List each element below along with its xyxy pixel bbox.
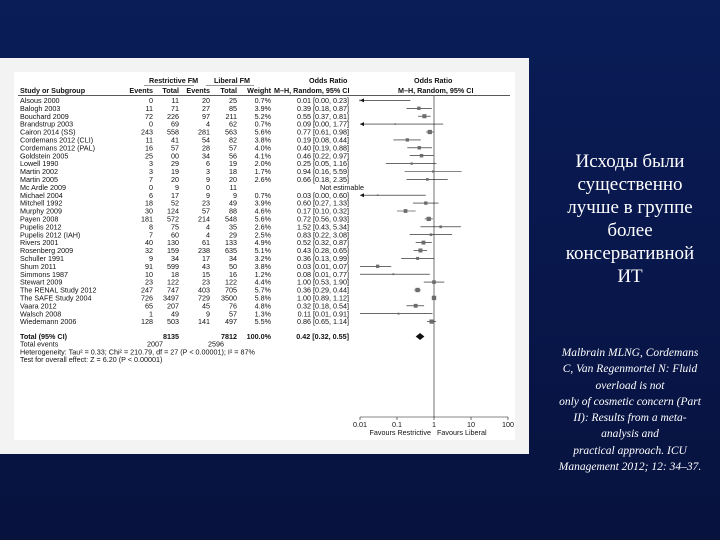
study-name: Martin 2002 bbox=[20, 167, 58, 177]
study-total2: 82 bbox=[229, 135, 237, 145]
study-ci: 0.86 [0.65, 1.14] bbox=[297, 317, 349, 327]
study-name: Shum 2011 bbox=[20, 261, 57, 271]
study-ci: 0.11 [0.01, 0.91] bbox=[297, 309, 349, 319]
title-line: лучше в группе bbox=[567, 197, 693, 218]
study-total1: 49 bbox=[171, 309, 179, 319]
header-or-right-sub: M–H, Random, 95% CI bbox=[398, 86, 474, 95]
study-events2: 403 bbox=[198, 285, 210, 295]
study-events2: 9 bbox=[206, 190, 210, 200]
study-weight: 2.0% bbox=[254, 159, 271, 169]
citation-line: C, Van Regenmortel N: Fluid bbox=[562, 363, 698, 376]
x-tick-label: 0.1 bbox=[392, 420, 402, 429]
study-total1: 130 bbox=[167, 238, 179, 248]
study-name: Pupelis 2012 (IAH) bbox=[20, 230, 81, 240]
citation-line: Management 2012; 12: 34–37. bbox=[558, 461, 702, 474]
header-group1: Restrictive FM bbox=[149, 76, 199, 85]
study-name: The RENAL Study 2012 bbox=[20, 285, 97, 295]
study-ci: 0.09 [0.00, 1.77] bbox=[297, 119, 349, 129]
study-weight: 0.7% bbox=[254, 96, 271, 105]
study-events1: 25 bbox=[145, 151, 153, 161]
study-weight: 3.8% bbox=[254, 135, 271, 145]
study-weight: 4.4% bbox=[254, 277, 271, 287]
total-events2: 2596 bbox=[208, 339, 224, 349]
study-marker bbox=[432, 296, 436, 300]
study-ci: 0.60 [0.27, 1.33] bbox=[297, 198, 349, 208]
study-total2: 563 bbox=[225, 127, 237, 137]
heterogeneity: Heterogeneity: Tau² = 0.33; Chi² = 210.79, df = 27 (P < 0.00001); I² = 87% bbox=[20, 347, 255, 357]
study-ci: 0.52 [0.32, 0.87] bbox=[297, 238, 349, 248]
study-events2: 97 bbox=[202, 111, 210, 121]
study-events2: 9 bbox=[206, 175, 210, 184]
study-ci: 0.36 [0.13, 0.99] bbox=[297, 254, 349, 263]
study-events1: 128 bbox=[141, 317, 153, 327]
study-ci: 0.94 [0.16, 5.59] bbox=[297, 167, 349, 177]
study-marker bbox=[429, 319, 433, 323]
study-name: The SAFE Study 2004 bbox=[20, 293, 92, 303]
study-name: Payen 2008 bbox=[20, 214, 59, 224]
study-events2: 23 bbox=[202, 277, 210, 287]
study-total2: 49 bbox=[229, 198, 237, 208]
study-events1: 0 bbox=[149, 182, 153, 192]
study-events1: 0 bbox=[149, 96, 153, 105]
study-total2: 88 bbox=[229, 206, 237, 216]
study-total2: 29 bbox=[229, 230, 237, 240]
study-weight: 4.0% bbox=[254, 143, 271, 153]
study-ci: 0.46 [0.22, 0.97] bbox=[297, 151, 349, 161]
study-events1: 11 bbox=[145, 103, 153, 113]
study-total1: 572 bbox=[167, 214, 179, 224]
study-events2: 4 bbox=[206, 119, 210, 129]
study-total1: 69 bbox=[171, 119, 179, 129]
study-events1: 32 bbox=[145, 246, 153, 256]
total-events1: 2007 bbox=[147, 339, 163, 349]
study-name: Martin 2005 bbox=[20, 175, 58, 184]
study-weight: 1.3% bbox=[254, 309, 271, 319]
study-weight: 2.5% bbox=[254, 230, 271, 240]
header-or-left-sub: M–H, Random, 95% CI bbox=[274, 86, 350, 95]
study-name: Stewart 2009 bbox=[20, 277, 63, 287]
title-line: ИТ bbox=[617, 266, 643, 287]
study-events1: 7 bbox=[149, 230, 153, 240]
study-weight: 4.9% bbox=[254, 238, 271, 248]
study-name: Lowell 1990 bbox=[20, 159, 59, 169]
study-events2: 15 bbox=[202, 269, 210, 279]
study-name: Balogh 2003 bbox=[20, 103, 61, 113]
study-ci: 0.17 [0.10, 0.32] bbox=[297, 206, 349, 216]
study-marker bbox=[395, 123, 397, 125]
study-events2: 4 bbox=[206, 222, 210, 232]
study-ci: 0.77 [0.61, 0.98] bbox=[297, 127, 349, 137]
study-events2: 214 bbox=[198, 214, 210, 224]
forest-plot-panel bbox=[0, 58, 529, 454]
study-events1: 65 bbox=[145, 301, 153, 311]
study-events1: 3 bbox=[149, 167, 153, 177]
total-total1: 8135 bbox=[163, 332, 179, 342]
study-name: Goldstein 2005 bbox=[20, 151, 69, 161]
study-events1: 16 bbox=[145, 143, 153, 153]
study-weight: 3.9% bbox=[254, 198, 271, 208]
study-name: Schuller 1991 bbox=[20, 254, 64, 263]
study-ci: 0.19 [0.08, 0.44] bbox=[297, 135, 349, 145]
study-weight: 3.8% bbox=[254, 261, 271, 271]
study-ci: 0.01 [0.00, 0.23] bbox=[297, 96, 349, 105]
study-events1: 1 bbox=[149, 309, 153, 319]
study-weight: 3.9% bbox=[254, 103, 271, 113]
study-total2: 548 bbox=[225, 214, 237, 224]
study-events2: 281 bbox=[198, 127, 210, 137]
header-total2: Total bbox=[220, 86, 237, 95]
favours-left: Favours Restrictive bbox=[369, 428, 431, 437]
citation bbox=[540, 345, 720, 475]
study-total2: 57 bbox=[229, 309, 237, 319]
study-total2: 57 bbox=[229, 143, 237, 153]
study-total2: 20 bbox=[229, 175, 237, 184]
study-total1: 159 bbox=[167, 246, 179, 256]
study-total2: 18 bbox=[229, 167, 237, 177]
study-weight: 0.7% bbox=[254, 190, 271, 200]
header-or-left: Odds Ratio bbox=[309, 76, 348, 85]
x-tick-label: 0.01 bbox=[353, 420, 367, 429]
title-line: более bbox=[607, 220, 653, 241]
study-total2: 133 bbox=[225, 238, 237, 248]
header-weight: Weight bbox=[247, 86, 271, 95]
study-total1: 558 bbox=[167, 127, 179, 137]
study-events2: 9 bbox=[206, 309, 210, 319]
study-events1: 91 bbox=[145, 261, 153, 271]
study-events2: 20 bbox=[202, 96, 210, 105]
study-total2: 56 bbox=[229, 151, 237, 161]
study-name: Mc Ardle 2009 bbox=[20, 182, 66, 192]
study-weight: 5.6% bbox=[254, 214, 271, 224]
study-events1: 72 bbox=[145, 111, 153, 121]
study-marker bbox=[427, 217, 431, 221]
study-total1: 29 bbox=[171, 159, 179, 169]
study-ci: 0.03 [0.00, 0.60] bbox=[297, 190, 349, 200]
forest-plot-svg bbox=[14, 72, 515, 440]
study-ci: 0.32 [0.18, 0.54] bbox=[297, 301, 349, 311]
study-events1: 726 bbox=[141, 293, 153, 303]
header-events2: Events bbox=[186, 86, 210, 95]
study-events2: 23 bbox=[202, 198, 210, 208]
study-events2: 6 bbox=[206, 159, 210, 169]
study-weight: 2.6% bbox=[254, 222, 271, 232]
study-total1: 124 bbox=[167, 206, 179, 216]
study-total1: 9 bbox=[175, 182, 179, 192]
study-weight: 4.8% bbox=[254, 301, 271, 311]
study-total1: 34 bbox=[171, 254, 179, 263]
study-total1: 20 bbox=[171, 175, 179, 184]
study-name: Rosenberg 2009 bbox=[20, 246, 74, 256]
study-events1: 40 bbox=[145, 238, 153, 248]
study-events2: 57 bbox=[202, 206, 210, 216]
study-total2: 19 bbox=[229, 159, 237, 169]
study-events1: 30 bbox=[145, 206, 153, 216]
total-total2: 7812 bbox=[221, 332, 237, 342]
study-marker bbox=[414, 304, 418, 308]
study-events2: 17 bbox=[202, 254, 210, 263]
study-events2: 4 bbox=[206, 230, 210, 240]
header-total1: Total bbox=[162, 86, 179, 95]
title-line: консервативной bbox=[565, 243, 695, 264]
title-line: Исходы были bbox=[575, 151, 685, 172]
x-tick-label: 10 bbox=[467, 420, 475, 429]
study-marker bbox=[392, 273, 394, 275]
study-events1: 7 bbox=[149, 175, 153, 184]
study-events1: 8 bbox=[149, 222, 153, 232]
study-events2: 238 bbox=[198, 246, 210, 256]
study-ci: 0.08 [0.01, 0.77] bbox=[297, 269, 349, 279]
study-total1: 18 bbox=[171, 269, 179, 279]
study-marker bbox=[377, 194, 379, 196]
study-total2: 11 bbox=[229, 182, 237, 192]
study-marker bbox=[430, 233, 433, 236]
study-name: Walsch 2008 bbox=[20, 309, 62, 319]
study-events1: 9 bbox=[149, 254, 153, 263]
study-total2: 85 bbox=[229, 103, 237, 113]
study-ci: 0.72 [0.56, 0.93] bbox=[297, 214, 349, 224]
study-total1: 57 bbox=[171, 143, 179, 153]
study-ci: Not estimable bbox=[320, 182, 364, 192]
study-total2: 122 bbox=[225, 277, 237, 287]
study-marker bbox=[432, 170, 434, 172]
study-weight: 5.6% bbox=[254, 127, 271, 137]
study-total2: 25 bbox=[229, 96, 237, 105]
study-total2: 705 bbox=[225, 285, 237, 295]
forest-plot bbox=[14, 72, 515, 440]
study-marker bbox=[376, 265, 379, 268]
study-ci: 0.03 [0.01, 0.07] bbox=[297, 261, 349, 271]
header-events1: Events bbox=[129, 86, 153, 95]
study-marker bbox=[426, 178, 429, 181]
study-marker bbox=[411, 162, 413, 164]
citation-line: II): Results from a meta- bbox=[573, 412, 687, 425]
study-name: Simmons 1987 bbox=[20, 269, 68, 279]
citation-line: only of cosmetic concern (Part bbox=[559, 395, 701, 408]
study-weight: 3.2% bbox=[254, 254, 271, 263]
study-weight: 2.6% bbox=[254, 175, 271, 184]
study-marker bbox=[417, 107, 420, 110]
study-ci: 0.36 [0.29, 0.44] bbox=[297, 285, 349, 295]
x-tick-label: 100 bbox=[502, 420, 514, 429]
study-total1: 11 bbox=[171, 96, 179, 105]
study-marker bbox=[398, 313, 400, 315]
study-marker bbox=[439, 225, 442, 228]
overall-effect: Test for overall effect: Z = 6.20 (P < 0.00001) bbox=[20, 354, 163, 364]
ci-arrow-left bbox=[360, 122, 364, 126]
study-ci: 0.83 [0.22, 3.08] bbox=[297, 230, 349, 240]
study-name: Murphy 2009 bbox=[20, 206, 62, 216]
study-name: Alsous 2000 bbox=[20, 96, 60, 105]
header-group2: Liberal FM bbox=[214, 76, 250, 85]
study-ci: 1.00 [0.89, 1.12] bbox=[297, 293, 349, 303]
study-total1: 207 bbox=[167, 301, 179, 311]
study-total2: 3500 bbox=[221, 293, 237, 303]
study-events1: 10 bbox=[145, 269, 153, 279]
study-total1: 122 bbox=[167, 277, 179, 287]
study-weight: 4.1% bbox=[254, 151, 271, 161]
study-events1: 18 bbox=[145, 198, 153, 208]
study-weight: 1.2% bbox=[254, 269, 271, 279]
study-weight: 5.1% bbox=[254, 246, 271, 256]
study-total2: 9 bbox=[233, 190, 237, 200]
study-events1: 247 bbox=[141, 285, 153, 295]
slide-title bbox=[545, 150, 715, 288]
favours-right: Favours Liberal bbox=[437, 428, 487, 437]
study-total2: 34 bbox=[229, 254, 237, 263]
study-name: Vaara 2012 bbox=[20, 301, 57, 311]
citation-line: Malbrain MLNG, Cordemans bbox=[561, 347, 699, 359]
study-events2: 45 bbox=[202, 301, 210, 311]
study-events1: 3 bbox=[149, 159, 153, 169]
study-total2: 35 bbox=[229, 222, 237, 232]
study-marker bbox=[418, 248, 422, 252]
study-events1: 181 bbox=[141, 214, 153, 224]
study-events2: 61 bbox=[202, 238, 210, 248]
study-total1: 503 bbox=[167, 317, 179, 327]
study-weight: 1.7% bbox=[254, 167, 271, 177]
study-total1: 52 bbox=[171, 198, 179, 208]
study-total1: 60 bbox=[171, 230, 179, 240]
study-events2: 34 bbox=[202, 151, 210, 161]
study-ci: 0.40 [0.19, 0.88] bbox=[297, 143, 349, 153]
study-events2: 28 bbox=[202, 143, 210, 153]
study-total2: 16 bbox=[229, 269, 237, 279]
study-name: Michael 2004 bbox=[20, 190, 63, 200]
study-events1: 0 bbox=[149, 119, 153, 129]
study-marker bbox=[424, 201, 427, 204]
study-ci: 1.52 [0.43, 5.34] bbox=[297, 222, 349, 232]
study-ci: 0.25 [0.05, 1.16] bbox=[297, 159, 349, 169]
total-diamond bbox=[416, 333, 425, 340]
study-events1: 243 bbox=[141, 127, 153, 137]
study-ci: 1.00 [0.53, 1.90] bbox=[297, 277, 349, 287]
study-name: Mitchell 1992 bbox=[20, 198, 63, 208]
study-ci: 0.55 [0.37, 0.81] bbox=[297, 111, 349, 121]
study-marker bbox=[415, 288, 419, 292]
study-total1: 75 bbox=[171, 222, 179, 232]
title-line: существенно bbox=[577, 174, 683, 195]
study-marker bbox=[420, 154, 423, 157]
study-events2: 141 bbox=[198, 317, 210, 327]
study-total1: 226 bbox=[167, 111, 179, 121]
study-marker bbox=[432, 280, 436, 284]
study-total2: 76 bbox=[229, 301, 237, 311]
study-marker bbox=[422, 241, 426, 245]
ci-arrow-left bbox=[360, 193, 364, 197]
study-name: Wiedemann 2006 bbox=[20, 317, 77, 327]
study-total1: 00 bbox=[171, 151, 179, 161]
study-weight: 5.7% bbox=[254, 285, 271, 295]
study-weight: 5.5% bbox=[254, 317, 271, 327]
study-events2: 0 bbox=[206, 182, 210, 192]
study-marker bbox=[404, 209, 408, 213]
study-ci: 0.39 [0.18, 0.87] bbox=[297, 103, 349, 113]
study-name: Pupelis 2012 bbox=[20, 222, 62, 232]
study-weight: 0.7% bbox=[254, 119, 271, 129]
header-or-right: Odds Ratio bbox=[414, 76, 453, 85]
study-total1: 599 bbox=[167, 261, 179, 271]
citation-line: practical approach. ICU bbox=[573, 444, 687, 457]
study-total1: 41 bbox=[171, 135, 179, 145]
study-total1: 19 bbox=[171, 167, 179, 177]
study-total1: 747 bbox=[167, 285, 179, 295]
study-marker bbox=[359, 100, 361, 102]
study-name: Cordemans 2012 (CLI) bbox=[20, 135, 94, 145]
study-total2: 497 bbox=[225, 317, 237, 327]
study-name: Rivers 2001 bbox=[20, 238, 59, 248]
study-total2: 62 bbox=[229, 119, 237, 129]
total-ci: 0.42 [0.32, 0.55] bbox=[296, 332, 349, 342]
study-events1: 23 bbox=[145, 277, 153, 287]
study-total2: 50 bbox=[229, 261, 237, 271]
study-weight: 5.2% bbox=[254, 111, 271, 121]
study-events2: 729 bbox=[198, 293, 210, 303]
study-weight: 5.8% bbox=[254, 293, 271, 303]
study-marker bbox=[406, 138, 409, 141]
x-tick-label: 1 bbox=[432, 420, 436, 429]
study-events2: 27 bbox=[202, 103, 210, 113]
total-name: Total (95% CI) bbox=[20, 332, 67, 342]
study-marker bbox=[416, 257, 419, 260]
study-ci: 0.66 [0.18, 2.35] bbox=[297, 175, 349, 184]
study-name: Bouchard 2009 bbox=[20, 111, 69, 121]
study-marker bbox=[422, 114, 426, 118]
study-weight: 4.6% bbox=[254, 206, 271, 216]
study-name: Cordemans 2012 (PAL) bbox=[20, 143, 95, 153]
total-weight: 100.0% bbox=[246, 332, 271, 342]
study-name: Cairon 2014 (SS) bbox=[20, 127, 76, 137]
citation-line: analysis and bbox=[601, 428, 659, 441]
study-events2: 43 bbox=[202, 261, 210, 271]
study-marker bbox=[418, 146, 421, 149]
study-total1: 71 bbox=[171, 103, 179, 113]
study-total2: 635 bbox=[225, 246, 237, 256]
study-name: Brandstrup 2003 bbox=[20, 119, 74, 129]
study-events2: 54 bbox=[202, 135, 210, 145]
citation-line: overload is not bbox=[595, 379, 665, 392]
study-events2: 3 bbox=[206, 167, 210, 177]
study-marker bbox=[428, 130, 432, 134]
header-study: Study or Subgroup bbox=[20, 86, 86, 95]
study-total1: 17 bbox=[171, 190, 179, 200]
study-total1: 3497 bbox=[163, 293, 179, 303]
study-ci: 0.43 [0.28, 0.65] bbox=[297, 246, 349, 256]
study-events1: 6 bbox=[149, 190, 153, 200]
total-events-name: Total events bbox=[20, 339, 59, 349]
study-events1: 11 bbox=[145, 135, 153, 145]
study-total2: 211 bbox=[225, 111, 237, 121]
